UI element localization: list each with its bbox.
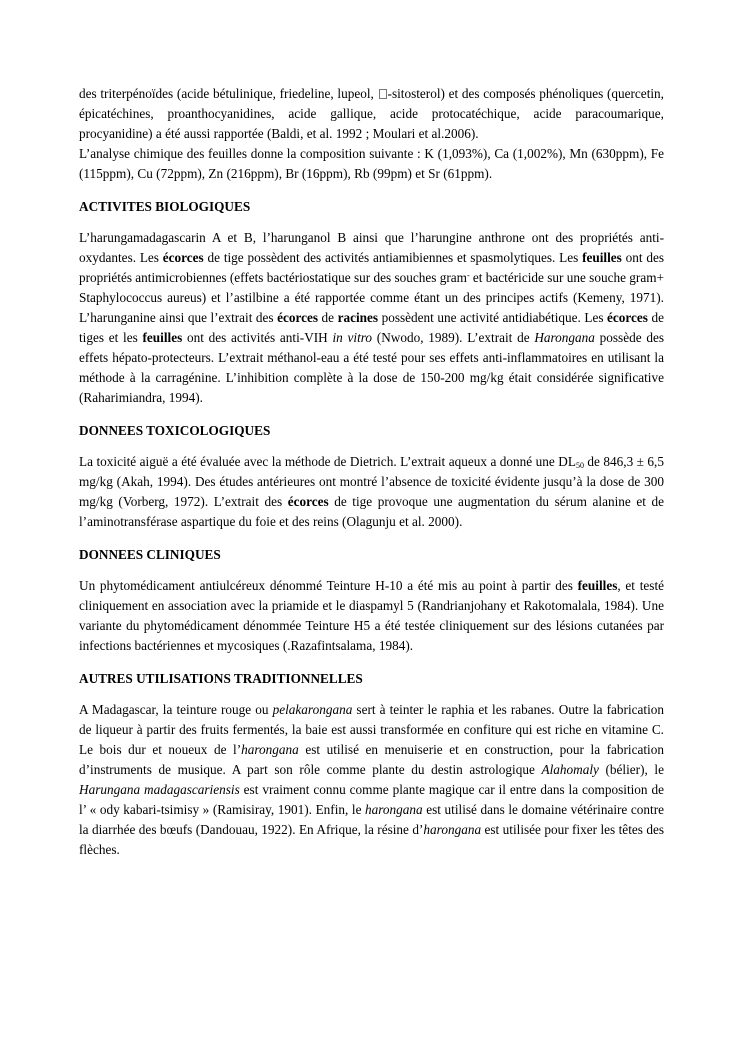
- paragraph-autres-utilisations: A Madagascar, la teinture rouge ou pelakarongana sert à teinter le raphia et les rabanes. Outre la fabrication de liqueur à partir des fruits fermentés, la baie est aussi transformée en confiture qui est riche en vitamine C. Le bois dur et noueux de l’harongana est utilisé en menuiserie et en construction, pour la fabrication d’instruments de musique. A part son rôle comme plante du destin astrologique Alahomaly (bélier), le Harungana madagascariensis est vraiment connu comme plante magique car il entre dans la composition de l’ « ody kabari-tsimisy » (Ramisiray, 1901). Enfin, le harongana est utilisé dans le domaine vétérinaire contre la diarrhée des bœufs (Dandouau, 1922). En Afrique, la résine d’harongana est utilisée pour fixer les têtes des flèches.: [79, 702, 664, 857]
- paragraph-mineral-analysis: L’analyse chimique des feuilles donne la composition suivante : K (1,093%), Ca (1,002%), Mn (630ppm), Fe (115ppm), Cu (72ppm), Zn (216ppm), Br (16ppm), Rb (99pm) et Sr (61ppm).: [79, 146, 664, 181]
- paragraph-donnees-toxicologiques: La toxicité aiguë a été évaluée avec la méthode de Dietrich. L’extrait aqueux a donné une $DL_{50}$ de 846,3 ± 6,5 mg/kg (Akah, 1994). Des études antérieures ont montré l’absence de toxicité évidente jusqu’à la dose de 300 mg/kg (Vorberg, 1972). L’extrait des écorces de tige provoque une augmentation du sérum alanine et de l’aminotransférase aspartique du foie et des reins (Olagunju et al. 2000).: [79, 454, 665, 529]
- document-page: [79, 84, 664, 860]
- heading-donnees-toxicologiques: DONNEES TOXICOLOGIQUES: [79, 423, 271, 438]
- heading-donnees-cliniques: DONNEES CLINIQUES: [79, 547, 221, 562]
- paragraph-donnees-cliniques: Un phytomédicament antiulcéreux dénommé Teinture H-10 a été mis au point à partir des feuilles, et testé cliniquement en association avec la priamide et le diaspamyl 5 (Randrianjohany et Rakotomalala, 1984). Une variante du phytomédicament dénommée Teinture H5 a été testée cliniquement sur des lésions cutanées par infections bactériennes et mycosiques (.Razafintsalama, 1984).: [79, 578, 665, 653]
- paragraph-composition: des triterpénoïdes (acide bétulinique, friedeline, lupeol, -sitosterol) et des composés phénoliques (quercetin, épicatéchines, proanthocyanidines, acide gallique, acide protocatéchique, acide paracoumarique, procyanidine) a été aussi rapportée (Baldi, et al. 1992 ; Moulari et al.2006).: [79, 86, 664, 141]
- heading-activites-biologiques: ACTIVITES BIOLOGIQUES: [79, 199, 251, 214]
- heading-autres-utilisations: AUTRES UTILISATIONS TRADITIONNELLES: [79, 671, 363, 686]
- paragraph-activites-biologiques: L’harungamadagascarin A et B, l’harunganol B ainsi que l’harungine anthrone ont des propriétés anti-oxydantes. Les écorces de tige possèdent des activités antiamibiennes et spasmolytiques. Les feuilles ont des propriétés antimicrobiennes (effets bactériostatique sur des souches gram- et bactéricide sur une souche gram+ Staphylococcus aureus) et l’astilbine a été rapportée comme étant un des principes actifs (Kemeny, 1971). L’harunganine ainsi que l’extrait des écorces de racines possèdent une activité antidiabétique. Les écorces de tiges et les feuilles ont des activités anti-VIH in vitro (Nwodo, 1989). L’extrait de Harongana possède des effets hépato-protecteurs. L’extrait méthanol-eau a été testé pour ses effets anti-inflammatoires en utilisant la méthode à la carragénine. L’inhibition complète à la dose de 150-200 mg/kg était considérée significative (Raharimiandra, 1994).: [79, 230, 664, 405]
- missing-glyph-icon: [379, 89, 387, 99]
